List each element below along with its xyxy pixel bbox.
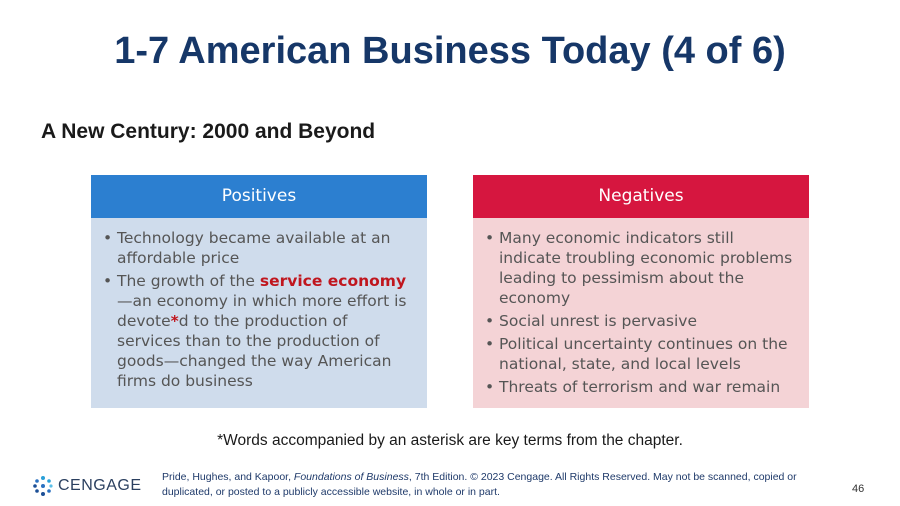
list-item xyxy=(103,228,415,268)
list-item xyxy=(485,311,797,331)
cengage-logo-icon xyxy=(32,475,54,497)
list-item-text: Technology became available at an affordable price xyxy=(117,229,391,267)
slide-subtitle: A New Century: 2000 and Beyond xyxy=(41,120,376,143)
list-item xyxy=(485,228,797,308)
positives-list xyxy=(91,218,427,391)
negatives-list xyxy=(473,218,809,397)
positives-panel xyxy=(91,175,427,408)
slide-title: 1-7 American Business Today (4 of 6) xyxy=(114,30,786,72)
key-term-service-economy: service economy xyxy=(259,272,407,290)
bullet-icon: • xyxy=(485,229,495,247)
list-item-text-mid: —an economy in which more effort is devote xyxy=(117,292,407,330)
list-item-text: Threats of terrorism and war remain xyxy=(499,378,781,396)
copyright-notice xyxy=(162,470,822,500)
copyright-authors: Pride, Hughes, and Kapoor, xyxy=(162,471,294,483)
list-item-text: Social unrest is pervasive xyxy=(499,312,697,330)
negatives-panel xyxy=(473,175,809,408)
bullet-icon: • xyxy=(485,378,495,396)
bullet-icon: • xyxy=(485,335,495,353)
bullet-icon: • xyxy=(485,312,495,330)
bullet-icon: • xyxy=(103,272,113,290)
list-item xyxy=(103,271,415,391)
list-item xyxy=(485,334,797,374)
positives-header: Positives xyxy=(91,175,427,218)
list-item-text: Political uncertainty continues on the national, state, and local levels xyxy=(499,335,788,373)
list-item-text: Many economic indicators still indicate troubling economic problems leading to pessimism about the economy xyxy=(499,229,793,307)
negatives-header: Negatives xyxy=(473,175,809,218)
page-number: 46 xyxy=(852,483,865,495)
bullet-icon: • xyxy=(103,229,113,247)
cengage-logo xyxy=(32,475,142,497)
list-item-text-post: d to the production of services than to the production of goods—changed the way American firms do business xyxy=(117,312,392,390)
copyright-book-title: Foundations of Business xyxy=(293,471,409,483)
list-item-text-pre: The growth of the xyxy=(117,272,260,290)
list-item xyxy=(485,377,797,397)
key-terms-footnote: *Words accompanied by an asterisk are key terms from the chapter. xyxy=(217,432,683,449)
logo-text: CENGAGE xyxy=(58,477,142,494)
asterisk-marker: * xyxy=(170,312,179,330)
copyright-rest: , 7th Edition. © 2023 Cengage. All Rights Reserved. May not be scanned, copied or duplicated, or posted to a publicly accessible website, in whole or in part. xyxy=(162,471,797,498)
